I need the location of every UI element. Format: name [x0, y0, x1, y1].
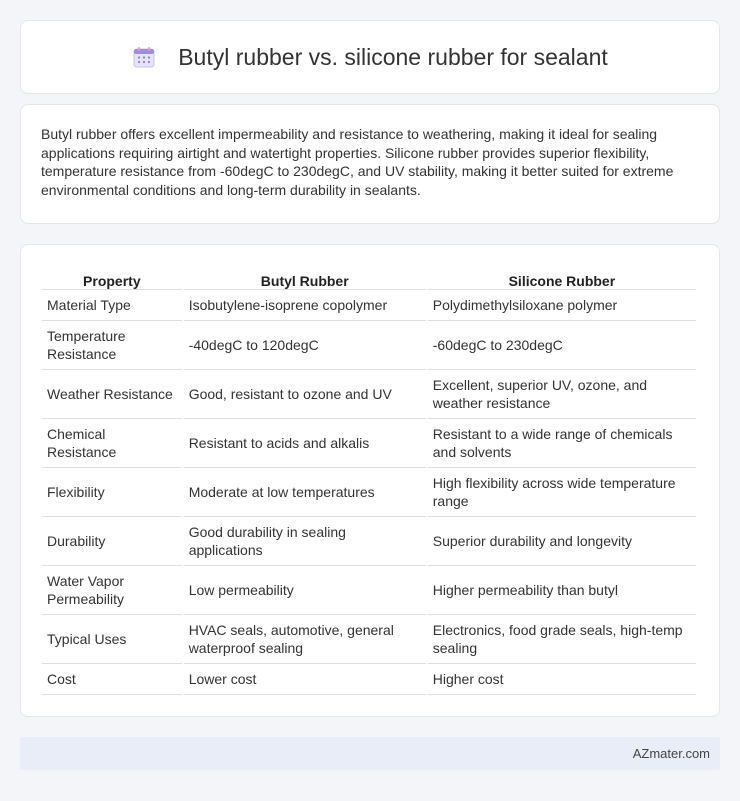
table-row [42, 517, 696, 566]
property-cell: Chemical Resistance [42, 419, 182, 468]
silicone-cell: Higher permeability than butyl [428, 566, 696, 615]
page-title: Butyl rubber vs. silicone rubber for sealant [178, 43, 608, 70]
footer-brand[interactable]: AZmater.com [632, 746, 710, 761]
footer [20, 737, 720, 770]
butyl-cell: Good, resistant to ozone and UV [184, 370, 426, 419]
silicone-cell: Higher cost [428, 664, 696, 695]
property-cell: Water Vapor Permeability [42, 566, 182, 615]
table-row [42, 664, 696, 695]
silicone-cell: Resistant to a wide range of chemicals and solvents [428, 419, 696, 468]
comparison-table-card [20, 244, 720, 717]
calendar-icon [132, 45, 156, 69]
table-row [42, 370, 696, 419]
table-row [42, 321, 696, 370]
butyl-cell: Lower cost [184, 664, 426, 695]
property-cell: Cost [42, 664, 182, 695]
table-row [42, 419, 696, 468]
property-cell: Typical Uses [42, 615, 182, 664]
butyl-cell: Good durability in sealing applications [184, 517, 426, 566]
property-cell: Material Type [42, 290, 182, 321]
silicone-cell: Polydimethylsiloxane polymer [428, 290, 696, 321]
header-card [20, 20, 720, 94]
silicone-cell: Electronics, food grade seals, high-temp sealing [428, 615, 696, 664]
table-header-row [42, 265, 696, 290]
property-cell: Temperature Resistance [42, 321, 182, 370]
silicone-cell: Superior durability and longevity [428, 517, 696, 566]
butyl-cell: -40degC to 120degC [184, 321, 426, 370]
property-cell: Flexibility [42, 468, 182, 517]
butyl-cell: HVAC seals, automotive, general waterproof sealing [184, 615, 426, 664]
property-cell: Durability [42, 517, 182, 566]
table-row [42, 290, 696, 321]
table-row [42, 468, 696, 517]
table-row [42, 566, 696, 615]
column-header-butyl: Butyl Rubber [184, 265, 426, 290]
butyl-cell: Low permeability [184, 566, 426, 615]
column-header-silicone: Silicone Rubber [428, 265, 696, 290]
column-header-property: Property [42, 265, 182, 290]
comparison-table [40, 265, 698, 695]
butyl-cell: Resistant to acids and alkalis [184, 419, 426, 468]
silicone-cell: High flexibility across wide temperature range [428, 468, 696, 517]
silicone-cell: -60degC to 230degC [428, 321, 696, 370]
silicone-cell: Excellent, superior UV, ozone, and weather resistance [428, 370, 696, 419]
table-row [42, 615, 696, 664]
butyl-cell: Isobutylene-isoprene copolymer [184, 290, 426, 321]
property-cell: Weather Resistance [42, 370, 182, 419]
butyl-cell: Moderate at low temperatures [184, 468, 426, 517]
summary-text: Butyl rubber offers excellent impermeability and resistance to weathering, making it ideal for sealing applications requiring airtight and watertight properties. Silicone rubber provides superior flexibility, temperature resistance from -60degC to 230degC, and UV stability, making it better suited for extreme environmental conditions and long-term durability in sealants. [41, 126, 674, 198]
summary-card [20, 104, 720, 224]
